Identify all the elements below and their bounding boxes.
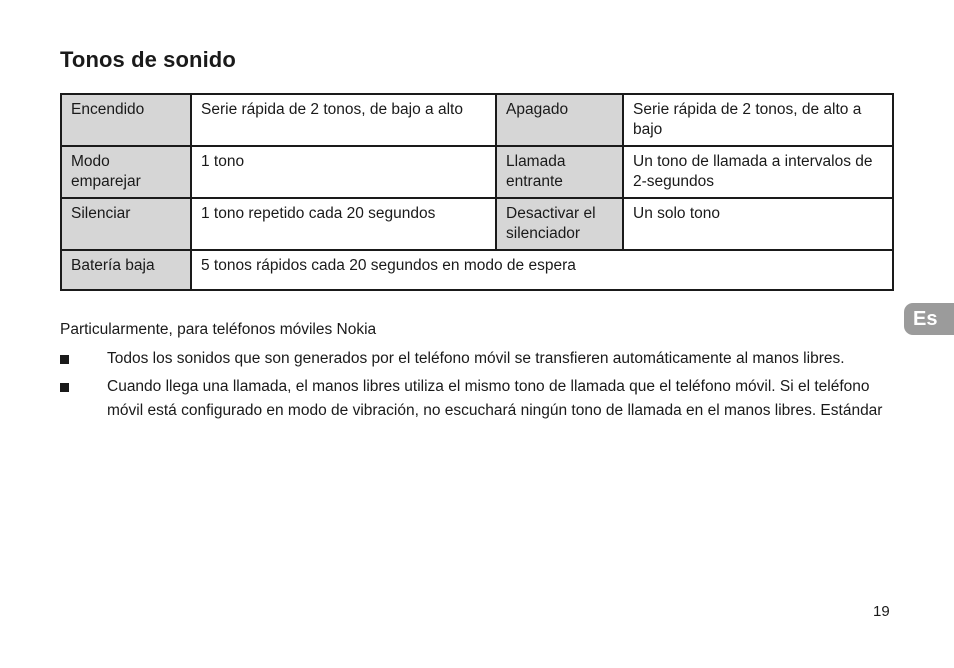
table-cell-value: Un tono de llamada a intervalos de 2-segundos [623, 146, 893, 198]
table-row [61, 250, 893, 290]
list-item-text: Todos los sonidos que son generados por el teléfono móvil se transfieren automáticamente al manos libres. [107, 350, 845, 367]
table-cell-value: Serie rápida de 2 tonos, de alto a bajo [623, 94, 893, 146]
table-cell-value: Serie rápida de 2 tonos, de bajo a alto [191, 94, 496, 146]
table-cell-label: Desactivar el silenciador [496, 198, 623, 250]
square-bullet-icon [60, 383, 69, 392]
table-cell-label: Batería baja [61, 250, 191, 290]
table-cell-label: Silenciar [61, 198, 191, 250]
table-cell-value: Un solo tono [623, 198, 893, 250]
table-row [61, 94, 893, 146]
list-item [60, 347, 892, 371]
bullet-list [60, 347, 892, 427]
table-cell-label: Apagado [496, 94, 623, 146]
intro-text: Particularmente, para teléfonos móviles Nokia [60, 321, 377, 338]
square-bullet-icon [60, 355, 69, 364]
list-item-text: Cuando llega una llamada, el manos libres utiliza el mismo tono de llamada que el teléfono móvil. Si el teléfono móvil está configurado en modo de vibración, no escuchará ningún tono de llamada en el manos libres. Estándar [107, 378, 883, 419]
table-cell-value: 1 tono [191, 146, 496, 198]
language-tab: Es [904, 303, 954, 335]
page-title: Tonos de sonido [60, 47, 236, 72]
list-item [60, 375, 892, 423]
table-cell-value: 5 tonos rápidos cada 20 segundos en modo de espera [191, 250, 893, 290]
table-cell-value: 1 tono repetido cada 20 segundos [191, 198, 496, 250]
page-number: 19 [873, 603, 890, 620]
table-cell-label: Encendido [61, 94, 191, 146]
table-cell-label: Modo emparejar [61, 146, 191, 198]
sound-tones-table [60, 93, 894, 291]
table-row [61, 198, 893, 250]
table-cell-label: Llamada entrante [496, 146, 623, 198]
table-row [61, 146, 893, 198]
